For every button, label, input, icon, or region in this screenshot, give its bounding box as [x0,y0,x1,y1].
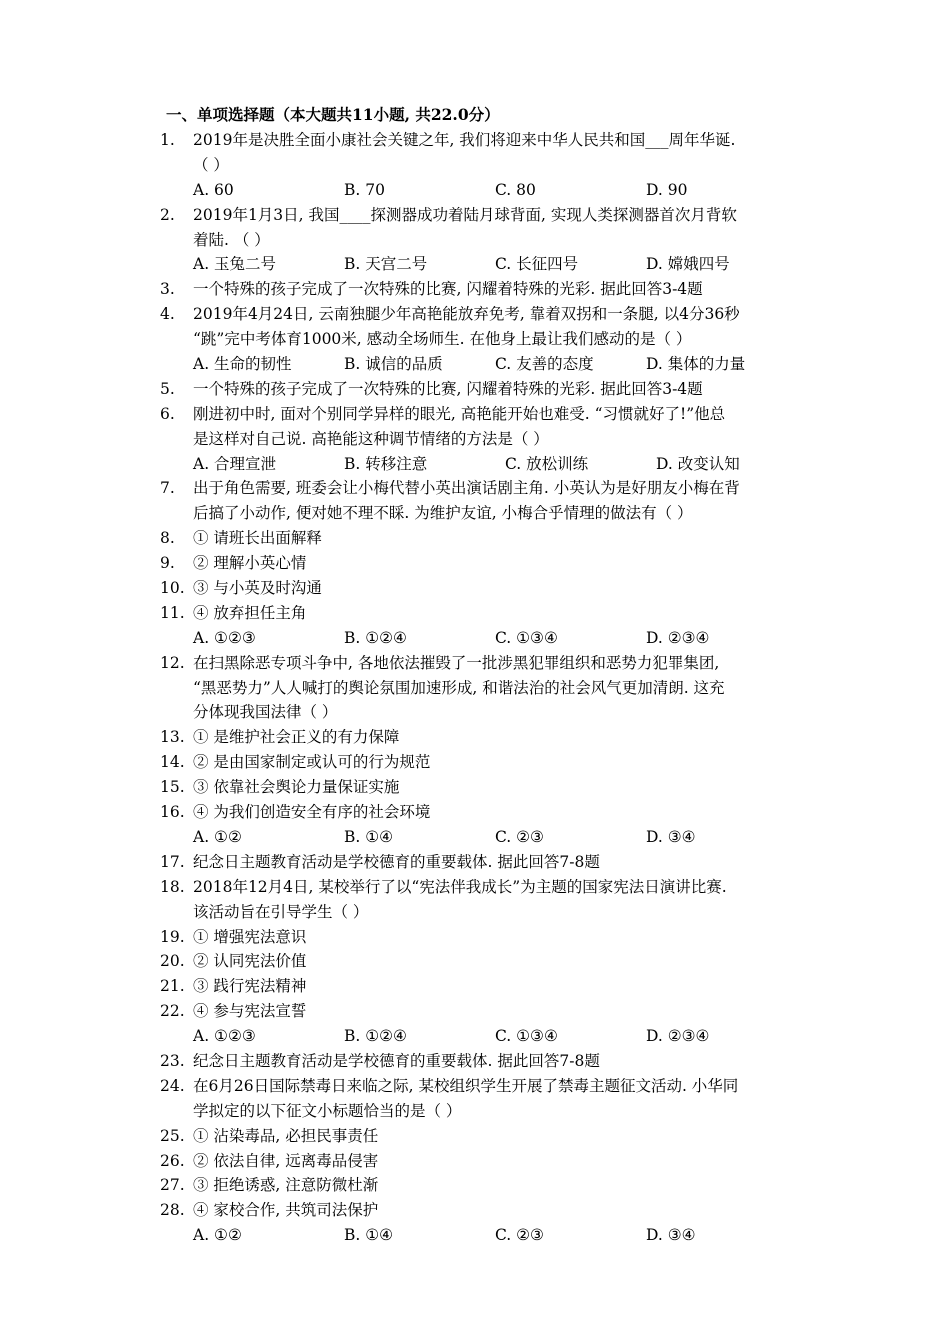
question-number: 23. [160,1051,185,1070]
question-line [0,1124,950,1149]
question-text: ③ 依靠社会舆论力量保证实施 [193,778,400,797]
answer-option: A. 玉兔二号 [193,255,277,274]
question-text: ① 是维护社会正义的有力保障 [193,728,400,747]
question-line [0,999,950,1024]
question-line [0,1049,950,1074]
question-line [0,725,950,750]
question-line [0,427,950,452]
question-number: 24. [160,1076,185,1095]
question-number: 25. [160,1126,185,1145]
question-line [0,1149,950,1174]
answer-option: D. ③④ [646,827,696,846]
question-number: 6. [160,404,175,423]
answer-option: D. 改变认知 [656,454,740,473]
question-number: 26. [160,1151,185,1170]
question-text: 2019年4月24日, 云南独腿少年高艳能放弃免考, 靠着双拐和一条腿, 以4分36秒 [193,305,740,324]
question-line [0,1099,950,1124]
answer-option: C. 80 [495,180,536,199]
question-number: 7. [160,479,175,498]
answer-option: C. ②③ [495,1226,544,1245]
question-text: 该活动旨在引导学生（ ） [193,902,369,921]
answer-option: B. ①④ [344,1226,394,1245]
question-number: 15. [160,778,185,797]
question-text: 在扫黑除恶专项斗争中, 各地依法摧毁了一批涉黑犯罪组织和恶势力犯罪集团, [193,653,720,672]
question-number: 3. [160,280,175,299]
question-number: 1. [160,131,175,149]
question-text: ④ 家校合作, 共筑司法保护 [193,1201,379,1220]
question-line [0,228,950,253]
answer-option: C. ①③④ [495,628,558,647]
question-text: 2019年1月3日, 我国____探测器成功着陆月球背面, 实现人类探测器首次月背软 [193,205,737,224]
answer-option: B. ①②④ [344,1027,407,1046]
question-line [0,1074,950,1099]
answer-option: A. ①② [193,827,242,846]
question-text: 出于角色需要, 班委会让小梅代替小英出演话剧主角. 小英认为是好朋友小梅在背 [193,479,740,498]
question-line [0,153,950,178]
question-text: 纪念日主题教育活动是学校德育的重要载体. 据此回答7-8题 [193,1051,600,1070]
answer-option: C. 放松训练 [505,454,589,473]
answer-options [0,252,950,277]
question-text: 是这样对自己说. 高艳能这种调节情绪的方法是（ ） [193,429,549,448]
answer-option: B. 天宫二号 [344,255,428,274]
question-line [0,402,950,427]
answer-option: D. ②③④ [646,1027,710,1046]
answer-options [0,1223,950,1248]
question-text: ② 是由国家制定或认可的行为规范 [193,753,431,772]
section-title: 一、单项选择题（本大题共11小题, 共22.0分） [166,105,500,124]
answer-option: D. 集体的力量 [646,355,746,374]
question-line [0,651,950,676]
question-number: 12. [160,653,185,672]
question-number: 20. [160,952,185,971]
question-text: ② 认同宪法价值 [193,952,307,971]
question-number: 28. [160,1201,185,1220]
answer-option: C. ①③④ [495,1027,558,1046]
answer-option: A. ①②③ [193,1027,256,1046]
question-text: 一个特殊的孩子完成了一次特殊的比赛, 闪耀着特殊的光彩. 据此回答3-4题 [193,280,703,299]
answer-options [0,352,950,377]
question-text: ③ 践行宪法精神 [193,977,307,996]
question-line [0,277,950,302]
question-line [0,800,950,825]
question-line [0,974,950,999]
question-line [0,302,950,327]
answer-options [0,825,950,850]
answer-option: B. ①④ [344,827,394,846]
question-text: 2019年是决胜全面小康社会关键之年, 我们将迎来中华人民共和国___周年华诞. [193,131,736,149]
answer-option: B. ①②④ [344,628,407,647]
question-number: 9. [160,554,175,573]
question-number: 16. [160,803,185,822]
question-text: ③ 与小英及时沟通 [193,579,322,598]
question-number: 19. [160,927,185,946]
question-line [0,526,950,551]
question-line [0,476,950,501]
question-text: “跳”完中考体育1000米, 感动全场师生. 在他身上最让我们感动的是（ ） [193,330,692,349]
answer-option: B. 70 [344,180,385,199]
question-line [0,327,950,352]
question-text: ② 理解小英心情 [193,554,307,573]
question-line [0,775,950,800]
question-text: 分体现我国法律（ ） [193,703,338,722]
question-text: ④ 参与宪法宣誓 [193,1002,307,1021]
question-number: 4. [160,305,175,324]
answer-options [0,178,950,203]
question-text: 后搞了小动作, 便对她不理不睬. 为维护友谊, 小梅合乎情理的做法有（ ） [193,504,693,523]
question-number: 10. [160,579,185,598]
answer-option: B. 诚信的品质 [344,355,443,374]
answer-options [0,626,950,651]
answer-option: A. ①②③ [193,628,256,647]
question-text: ④ 为我们创造安全有序的社会环境 [193,803,431,822]
question-number: 21. [160,977,185,996]
question-number: 13. [160,728,185,747]
question-line [0,900,950,925]
question-line [0,128,950,153]
question-line [0,700,950,725]
answer-options [0,1024,950,1049]
question-line [0,1198,950,1223]
question-text: 一个特殊的孩子完成了一次特殊的比赛, 闪耀着特殊的光彩. 据此回答3-4题 [193,379,703,398]
answer-option: D. ③④ [646,1226,696,1245]
question-number: 8. [160,529,175,548]
question-number: 18. [160,877,185,896]
question-text: 着陆. （ ） [193,230,270,249]
question-number: 27. [160,1176,185,1195]
question-number: 2. [160,205,175,224]
question-text: 纪念日主题教育活动是学校德育的重要载体. 据此回答7-8题 [193,852,600,871]
answer-option: A. 生命的韧性 [193,355,292,374]
answer-option: A. ①② [193,1226,242,1245]
question-number: 17. [160,852,185,871]
question-text: 2018年12月4日, 某校举行了以“宪法伴我成长”为主题的国家宪法日演讲比赛. [193,877,727,896]
question-text: （ ） [193,155,229,174]
question-text: 刚进初中时, 面对个别同学异样的眼光, 高艳能开始也难受. “习惯就好了!”他总 [193,404,726,423]
answer-option: B. 转移注意 [344,454,428,473]
question-text: “黑恶势力”人人喊打的舆论氛围加速形成, 和谐法治的社会风气更加清朗. 这充 [193,678,725,697]
answer-option: D. ②③④ [646,628,710,647]
question-text: ② 依法自律, 远离毒品侵害 [193,1151,379,1170]
question-line [0,377,950,402]
answer-option: A. 合理宣泄 [193,454,277,473]
question-number: 5. [160,379,175,398]
question-number: 11. [160,603,185,622]
question-text: 在6月26日国际禁毒日来临之际, 某校组织学生开展了禁毒主题征文活动. 小华同 [193,1076,739,1095]
answer-option: C. 长征四号 [495,255,579,274]
question-text: ④ 放弃担任主角 [193,603,307,622]
question-line [0,203,950,228]
question-line [0,750,950,775]
answer-options [0,452,950,477]
question-line [0,676,950,701]
question-text: 学拟定的以下征文小标题恰当的是（ ） [193,1101,462,1120]
answer-option: D. 嫦娥四号 [646,255,730,274]
question-line [0,501,950,526]
question-line [0,551,950,576]
question-text: ① 增强宪法意识 [193,927,307,946]
question-line [0,925,950,950]
question-text: ① 沾染毒品, 必担民事责任 [193,1126,379,1145]
question-line [0,875,950,900]
question-line [0,576,950,601]
question-list [0,128,950,1248]
question-text: ① 请班长出面解释 [193,529,322,548]
question-text: ③ 拒绝诱惑, 注意防微杜渐 [193,1176,379,1195]
question-line [0,949,950,974]
question-number: 22. [160,1002,185,1021]
question-number: 14. [160,753,185,772]
answer-option: D. 90 [646,180,688,199]
answer-option: C. 友善的态度 [495,355,594,374]
question-line [0,601,950,626]
question-line [0,850,950,875]
answer-option: A. 60 [193,180,234,199]
question-line [0,1173,950,1198]
answer-option: C. ②③ [495,827,544,846]
